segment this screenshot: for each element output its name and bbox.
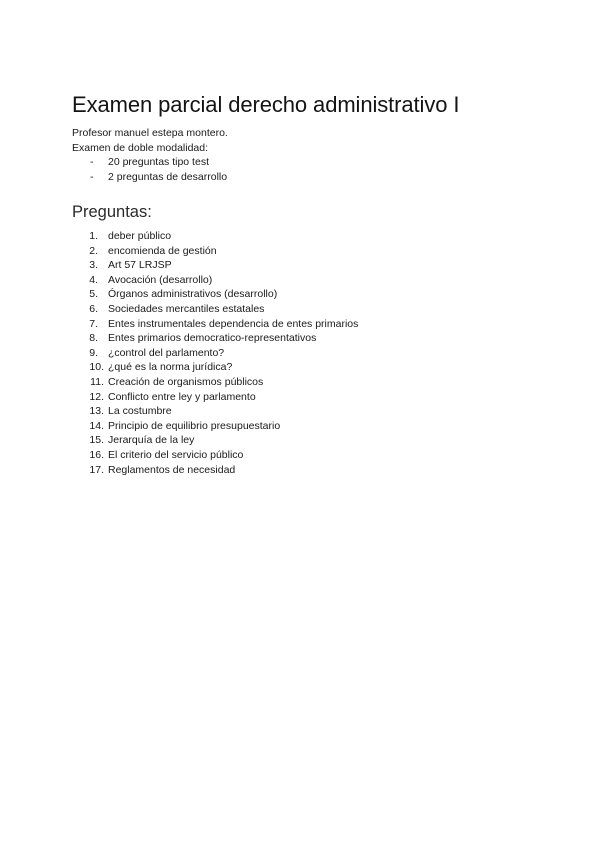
question-item — [72, 390, 358, 405]
question-number: 2. — [89, 244, 98, 257]
question-item — [72, 317, 358, 332]
question-item — [72, 273, 358, 288]
question-item — [72, 404, 358, 419]
questions-list — [72, 229, 358, 477]
question-item — [72, 419, 358, 434]
question-text: Entes instrumentales dependencia de entes primarios — [108, 317, 359, 330]
exam-modality-line: Examen de doble modalidad: — [72, 141, 209, 154]
modality-text: 2 preguntas de desarrollo — [108, 170, 228, 183]
question-text: deber público — [108, 230, 172, 242]
question-number: 8. — [89, 332, 98, 345]
question-number: 9. — [89, 346, 98, 359]
question-text: Conflicto entre ley y parlamento — [108, 390, 256, 403]
question-text: Creación de organismos públicos — [108, 375, 264, 388]
question-item — [72, 302, 358, 317]
question-number: 15. — [89, 434, 104, 447]
question-item — [72, 244, 358, 259]
question-text: Reglamentos de necesidad — [108, 463, 236, 476]
question-text: Art 57 LRJSP — [108, 259, 172, 272]
question-text: Sociedades mercantiles estatales — [108, 302, 265, 315]
question-item — [72, 331, 358, 346]
question-number: 4. — [89, 273, 98, 286]
question-number: 12. — [89, 390, 104, 403]
question-item — [72, 448, 358, 463]
question-item — [72, 433, 358, 448]
question-number: 7. — [89, 317, 98, 330]
question-item — [72, 229, 358, 244]
question-number: 14. — [89, 419, 104, 432]
question-text: El criterio del servicio público — [108, 448, 244, 461]
question-number: 5. — [89, 288, 98, 301]
question-text: Avocación (desarrollo) — [108, 273, 213, 286]
question-number: 16. — [89, 448, 104, 461]
intro-block — [72, 126, 228, 184]
question-item — [72, 463, 358, 478]
question-item — [72, 346, 358, 361]
question-item — [72, 287, 358, 302]
question-text: Jerarquía de la ley — [108, 434, 195, 447]
dash-bullet: - — [90, 170, 94, 183]
modality-list — [72, 155, 228, 184]
question-number: 13. — [89, 405, 104, 418]
question-number: 1. — [89, 230, 98, 242]
question-item — [72, 258, 358, 273]
modality-text: 20 preguntas tipo test — [108, 156, 209, 169]
question-text: La costumbre — [108, 405, 172, 418]
dash-bullet: - — [90, 156, 94, 169]
question-text: ¿control del parlamento? — [108, 346, 225, 359]
question-number: 3. — [89, 259, 98, 272]
list-item — [72, 170, 228, 185]
question-number: 10. — [89, 361, 104, 374]
question-text: Entes primarios democratico-representativos — [108, 332, 317, 345]
question-number: 17. — [89, 463, 104, 476]
question-text: Principio de equilibrio presupuestario — [108, 419, 281, 432]
question-text: encomienda de gestión — [108, 244, 217, 257]
question-number: 11. — [90, 375, 104, 388]
question-item — [72, 360, 358, 375]
list-item — [72, 155, 228, 170]
question-text: ¿qué es la norma jurídica? — [108, 361, 233, 374]
questions-heading: Preguntas: — [72, 203, 152, 221]
question-number: 6. — [89, 302, 98, 315]
question-text: Órganos administrativos (desarrollo) — [108, 288, 278, 301]
document-title: Examen parcial derecho administrativo I — [72, 92, 460, 117]
question-item — [72, 375, 358, 390]
professor-line: Profesor manuel estepa montero. — [72, 127, 228, 139]
